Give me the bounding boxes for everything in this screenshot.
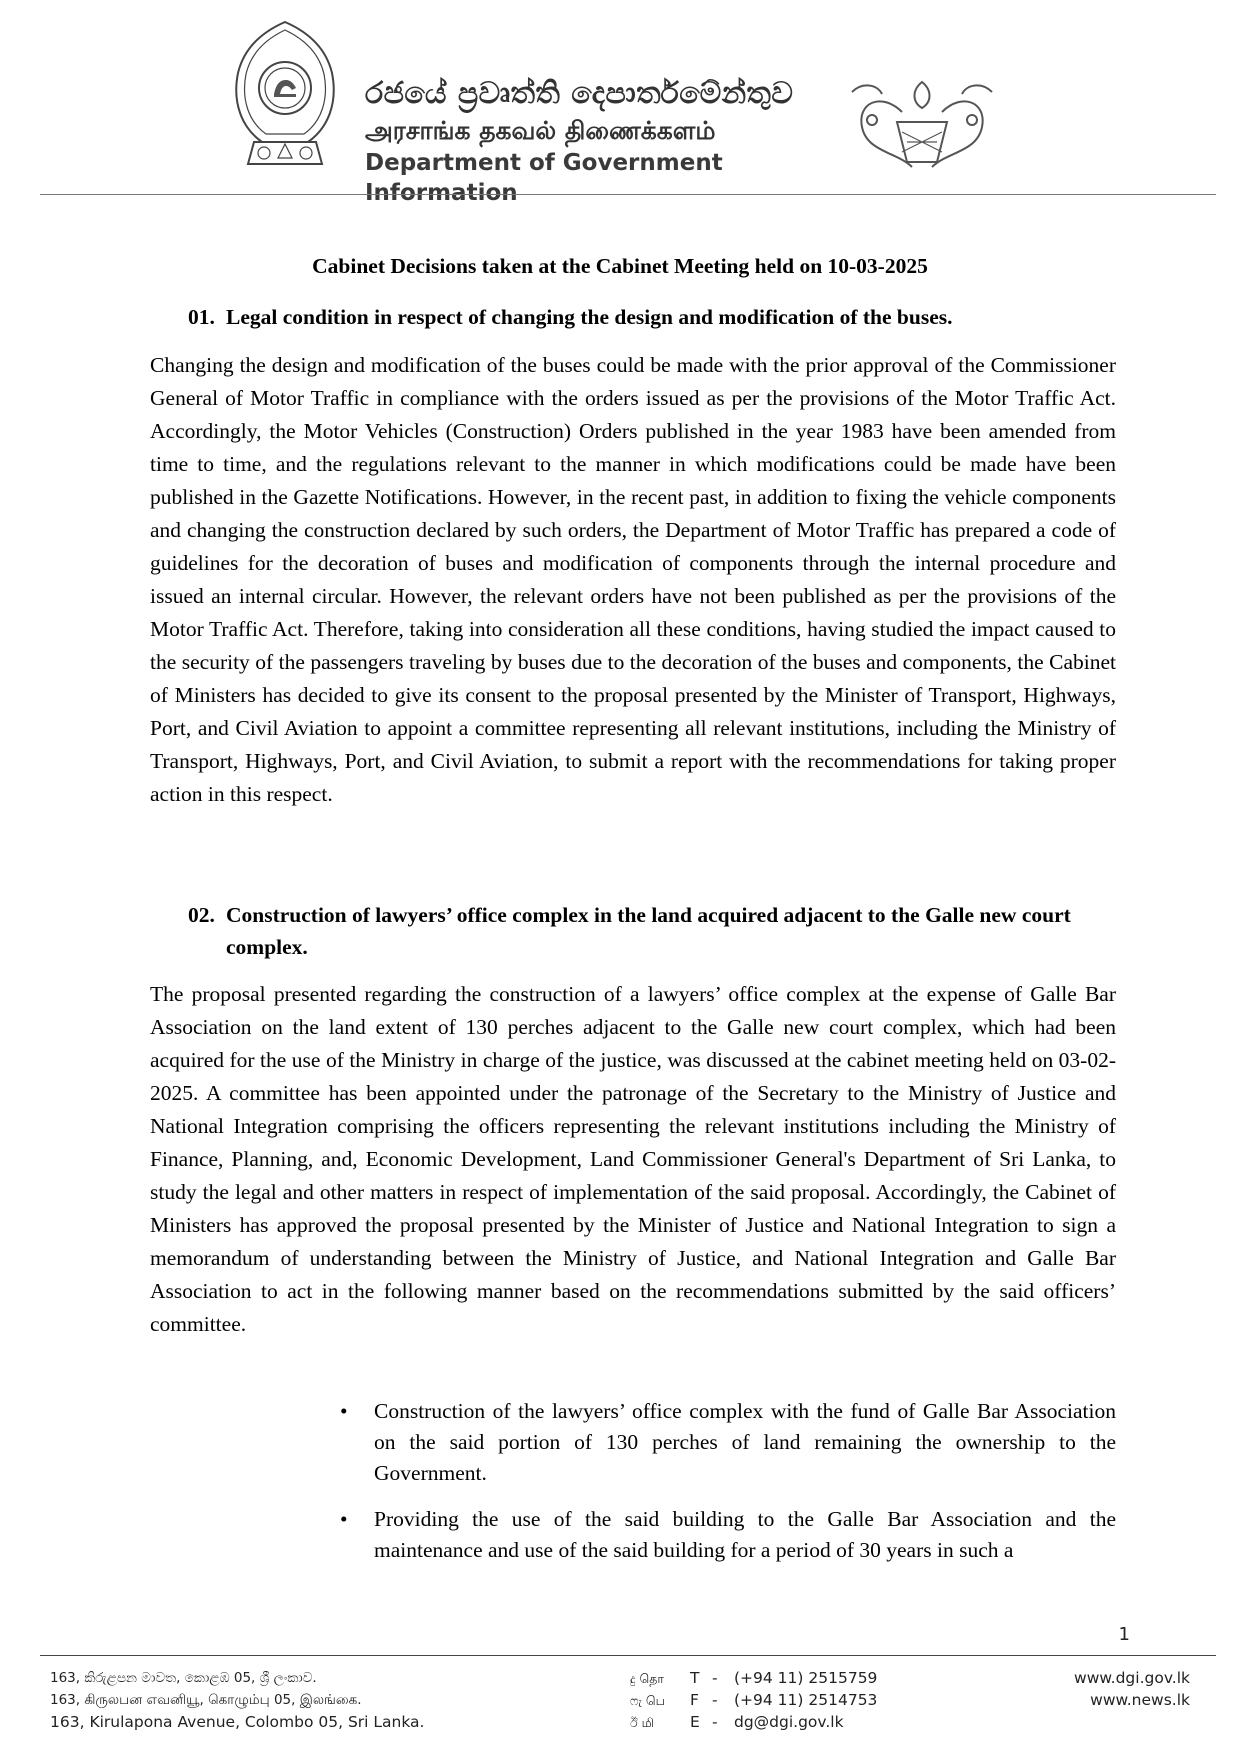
address-sinhala: 163, කිරුළපන මාවත, කොළඹ 05, ශ්‍රී ලංකාව.	[50, 1670, 317, 1686]
website-link-news[interactable]: www.news.lk	[1090, 1691, 1190, 1709]
contact-code: T	[690, 1669, 700, 1687]
decorative-ornament-icon	[842, 72, 1002, 180]
bullet-item	[340, 1504, 1116, 1566]
bullet-text: Providing the use of the said building to the Galle Bar Association and the maintenance and use of the said building for a period of 30 years in such a	[374, 1507, 1116, 1562]
department-name-tamil: அரசாங்க தகவல் திணைக்களம்	[365, 116, 716, 145]
contact-separator: -	[712, 1669, 718, 1687]
footer-websites	[1020, 1667, 1190, 1711]
contact-fax	[630, 1689, 930, 1711]
department-name-sinhala: රජයේ ප්‍රවෘත්ති දෙපාර්තමේන්තුව	[365, 76, 794, 111]
contact-code: F	[690, 1691, 699, 1709]
sri-lanka-state-emblem-icon	[228, 18, 342, 168]
telephone-value: (+94 11) 2515759	[734, 1669, 878, 1687]
footer-address	[50, 1667, 500, 1733]
section-heading-text: Legal condition in respect of changing the design and modification of the buses.	[226, 305, 953, 329]
website-link-dgi[interactable]: www.dgi.gov.lk	[1074, 1669, 1190, 1687]
footer-divider	[40, 1655, 1216, 1656]
department-name-english: Department of Government Information	[365, 150, 723, 206]
address-english: 163, Kirulapona Avenue, Colombo 05, Sri Lanka.	[50, 1713, 425, 1731]
section-number: 01.	[188, 305, 215, 329]
contact-email	[630, 1711, 930, 1733]
header-divider	[40, 194, 1216, 195]
bullet-icon: •	[340, 1399, 348, 1423]
address-tamil: 163, கிருலபன எவனியூ, கொழும்பு 05, இலங்கை.	[50, 1692, 362, 1708]
page-number: 1	[1118, 1624, 1130, 1645]
section-02-body: The proposal presented regarding the construction of a lawyers’ office complex at the expense of Galle Bar Association on the land extent of 130 perches adjacent to the Galle new court complex, which had been acquired for the use of the Ministry in charge of the justice, was discussed at the cabinet meeting held on 03-02-2025. A committee has been appointed under the patronage of the Secretary to the Ministry of Justice and National Integration comprising the officers representing the relevant institutions including the Ministry of Finance, Planning, and, Economic Development, Land Commissioner General's Department of Sri Lanka, to study the legal and other matters in respect of implementation of the said proposal. Accordingly, the Cabinet of Ministers has approved the proposal presented by the Minister of Justice and National Integration to sign a memorandum of understanding between the Ministry of Justice, and National Integration and Galle Bar Association to act in the following manner based on the recommendations submitted by the said officers’ committee.	[150, 982, 1116, 1336]
bullet-item	[340, 1396, 1116, 1489]
section-02-heading	[188, 899, 1116, 963]
email-value: dg@dgi.gov.lk	[734, 1713, 844, 1731]
department-names	[365, 74, 835, 208]
section-heading-text: Construction of lawyers’ office complex in the land acquired adjacent to the Galle new court complex.	[226, 903, 1071, 959]
contact-code: E	[690, 1713, 700, 1731]
contact-prefix: දු தொ	[630, 1671, 664, 1686]
contact-separator: -	[712, 1713, 718, 1731]
bullet-icon: •	[340, 1507, 348, 1531]
section-number: 02.	[188, 903, 215, 927]
document-title: Cabinet Decisions taken at the Cabinet Meeting held on 10-03-2025	[312, 254, 928, 278]
footer-contacts	[630, 1667, 930, 1733]
bullet-text: Construction of the lawyers’ office complex with the fund of Galle Bar Association on the said portion of 130 perches of land remaining the ownership to the Government.	[374, 1399, 1116, 1485]
fax-value: (+94 11) 2514753	[734, 1691, 878, 1709]
section-02-bullet-list	[340, 1396, 1116, 1581]
contact-prefix: ෆැ பெ	[630, 1693, 665, 1708]
contact-telephone	[630, 1667, 930, 1689]
section-01-body: Changing the design and modification of the buses could be made with the prior approval of the Commissioner General of Motor Traffic in compliance with the orders issued as per the provisions of the Motor Traffic Act. Accordingly, the Motor Vehicles (Construction) Orders published in the year 1983 have been amended from time to time, and the regulations relevant to the manner in which modifications could be made have been published in the Gazette Notifications. However, in the recent past, in addition to fixing the vehicle components and changing the construction declared by such orders, the Department of Motor Traffic has prepared a code of guidelines for the decoration of buses and modification of components through the internal procedure and issued an internal circular. However, the relevant orders have not been published as per the provisions of the Motor Traffic Act. Therefore, taking into consideration all these conditions, having studied the impact caused to the security of the passengers traveling by buses due to the decoration of the buses and components, the Cabinet of Ministers has decided to give its consent to the proposal presented by the Minister of Transport, Highways, Port, and Civil Aviation to appoint a committee representing all relevant institutions, including the Ministry of Transport, Highways, Port, and Civil Aviation, to submit a report with the recommendations for taking proper action in this respect.	[150, 353, 1116, 806]
section-01-heading	[188, 301, 1116, 333]
contact-prefix: ඊ மி	[630, 1715, 654, 1730]
contact-separator: -	[712, 1691, 718, 1709]
